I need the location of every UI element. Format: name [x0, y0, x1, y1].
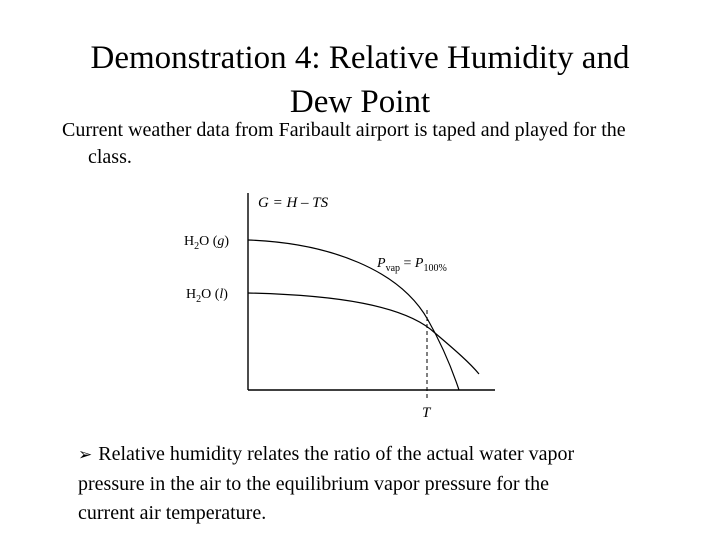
temperature-label: T	[422, 405, 431, 421]
liquid-label: $H_2O$ (l)	[186, 287, 228, 305]
equation-label: G = H – TS	[258, 195, 329, 211]
gas-label: $H_2O$ (g)	[184, 234, 230, 252]
bullet-text: Relative humidity relates the ratio of the actual water vapor pressure in the air to the equilibrium vapor pressure for the current air temperature.	[78, 443, 575, 524]
title-line-2: Dew Point	[289, 84, 431, 120]
slide-title	[0, 36, 720, 124]
liquid-curve	[248, 293, 479, 374]
arrow-bullet-icon: ➢	[78, 445, 93, 465]
pressure-equality-label: $P_{vap} = P_{100\%}$	[377, 256, 447, 274]
intro-paragraph: Current weather data from Faribault airport is taped and played for the class.	[62, 119, 626, 168]
title-line-1: Demonstration 4: Relative Humidity and	[90, 40, 630, 76]
bullet-point	[78, 440, 578, 528]
gibbs-energy-diagram	[170, 185, 510, 425]
